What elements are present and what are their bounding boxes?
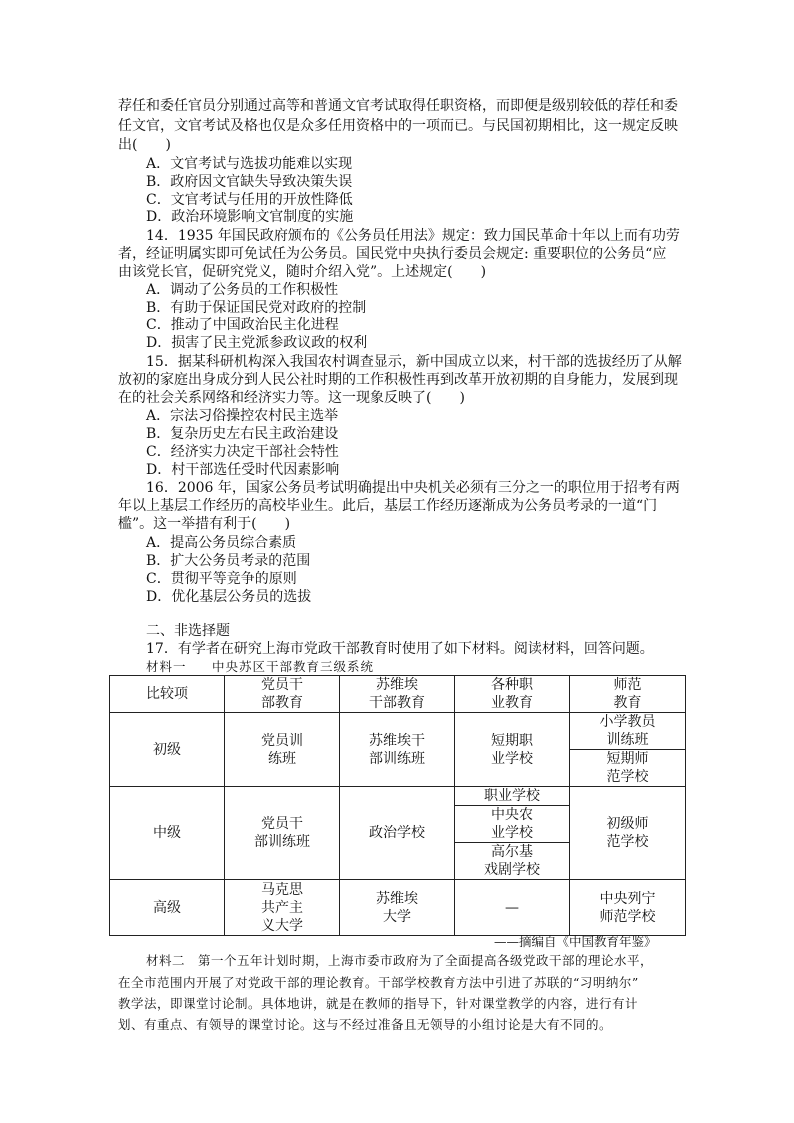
header-cell: 苏维埃 干部教育 [340, 676, 455, 713]
q13-option-c[interactable]: C．文官考试与任用的开放性降低 [146, 192, 353, 208]
header-cell: 各种职 业教育 [455, 676, 570, 713]
party-cell: 党员训 练班 [225, 713, 340, 787]
q15-option-d[interactable]: D．村干部选任受时代因素影响 [146, 462, 340, 478]
header-compare-item: 比较项 [146, 686, 188, 702]
material2-line-2: 在全市范围内开展了对党政干部的理论教育。干部学校教育方法中引进了苏联的“习明纳尔” [118, 975, 639, 990]
q15-option-a[interactable]: A．宗法习俗操控农村民主选举 [146, 408, 339, 424]
source-citation: ——摘编自《中国教育年鉴》 [494, 934, 657, 949]
vocational-cell: 职业学校 [455, 787, 570, 806]
q13-stem-line-2: 任文官，文官考试及格也仅是众多任用资格中的一项而已。与民国初期相比，这一规定反映 [118, 118, 678, 134]
q16-option-a[interactable]: A．提高公务员综合素质 [146, 535, 297, 551]
q13-option-a[interactable]: A．文官考试与选拔功能难以实现 [146, 156, 353, 172]
header-cell: 党员干 部教育 [225, 676, 340, 713]
q13-option-d[interactable]: D．政治环境影响文官制度的实施 [146, 209, 354, 225]
q16-option-c[interactable]: C．贯彻平等竞争的原则 [146, 571, 297, 587]
soviet-cell: 政治学校 [340, 787, 455, 880]
vocational-cell: — [455, 880, 570, 936]
q14-option-d[interactable]: D．损害了民主党派参政议政的权利 [146, 335, 368, 351]
q13-stem-line-3: 出( ) [118, 137, 171, 153]
normal-cell: 小学教员 训练班 [570, 713, 686, 750]
material2-line-3: 教学法，即课堂讨论制。具体地讲，就是在教师的指导下，针对课堂教学的内容，进行有计 [118, 996, 639, 1011]
vocational-cell: 短期职 业学校 [455, 713, 570, 787]
soviet-cell: 苏维埃 大学 [340, 880, 455, 936]
q17-stem: 17．有学者在研究上海市党政干部教育时使用了如下材料。阅读材料，回答问题。 [146, 641, 654, 657]
section-heading: 二、非选择题 [146, 623, 230, 639]
q13-stem-line-1: 荐任和委任官员分别通过高等和普通文官考试取得任职资格，而即便是级别较低的荐任和委 [118, 98, 678, 114]
q15-stem-line-2: 放初的家庭出身成分到人民公社时期的工作积极性再到改革开放初期的自身能力，发展到现 [118, 372, 678, 388]
level-cell: 高级 [110, 880, 225, 936]
q15-option-b[interactable]: B．复杂历史左右民主政治建设 [146, 426, 339, 442]
party-cell: 党员干 部训练班 [225, 787, 340, 880]
q14-stem-line-3: 由该党长官，促研究党义，随时介绍入党”。上述规定( ) [118, 264, 487, 280]
material2-line-1: 材料二 第一个五年计划时期，上海市委市政府为了全面提高各级党政干部的理论水平， [146, 953, 654, 968]
header-cell: 师范 教育 [570, 676, 686, 713]
q14-option-a[interactable]: A．调动了公务员的工作积极性 [146, 282, 339, 298]
q15-stem-line-3: 在的社会关系网络和经济实力等。这一现象反映了( ) [118, 390, 465, 406]
q16-stem-line-2: 年以上基层工作经历的高校毕业生。此后，基层工作经历逐渐成为公务员考录的一道“门 [118, 498, 658, 514]
q16-stem-line-1: 16．2006 年，国家公务员考试明确提出中央机关必须有三分之一的职位用于招考有两 [146, 480, 680, 496]
level-cell: 中级 [110, 787, 225, 880]
q15-stem-line-1: 15．据某科研机构深入我国农村调查显示，新中国成立以来，村干部的选拔经历了从解 [146, 354, 682, 370]
header-cell [110, 676, 225, 713]
vocational-cell: 中央农 业学校 [455, 806, 570, 843]
normal-cell: 中央列宁 师范学校 [570, 880, 686, 936]
q14-option-b[interactable]: B．有助于保证国民党对政府的控制 [146, 300, 367, 316]
vocational-cell: 高尔基 戏剧学校 [455, 843, 570, 880]
q16-option-b[interactable]: B．扩大公务员考录的范围 [146, 553, 311, 569]
q14-option-c[interactable]: C．推动了中国政治民主化进程 [146, 317, 339, 333]
party-cell: 马克思 共产主 义大学 [225, 880, 340, 936]
q14-stem-line-2: 者，经证明属实即可免试任为公务员。国民党中央执行委员会规定: 重要职位的公务员“应 [118, 246, 667, 262]
normal-cell: 初级师 范学校 [570, 787, 686, 880]
q15-option-c[interactable]: C．经济实力决定干部社会特性 [146, 444, 339, 460]
q14-stem-line-1: 14．1935 年国民政府颁布的《公务员任用法》规定：致力国民革命十年以上而有功劳 [146, 228, 680, 244]
table-row [110, 713, 686, 750]
table-row [110, 787, 686, 806]
level-cell: 初级 [110, 713, 225, 787]
q16-stem-line-3: 槛”。这一举措有利于( ) [118, 516, 291, 532]
table-row [110, 880, 686, 936]
material2-line-4: 划、有重点、有领导的课堂讨论。这与不经过准备且无领导的小组讨论是大有不同的。 [118, 1017, 613, 1032]
normal-cell: 短期师 范学校 [570, 750, 686, 787]
table-header-row [110, 676, 686, 713]
cadre-education-table [109, 675, 686, 936]
q16-option-d[interactable]: D．优化基层公务员的选拔 [146, 589, 312, 605]
soviet-cell: 苏维埃干 部训练班 [340, 713, 455, 787]
q13-option-b[interactable]: B．政府因文官缺失导致决策失误 [146, 174, 353, 190]
material1-label: 材料一 [146, 659, 187, 674]
material1-title: 中央苏区干部教育三级系统 [212, 659, 375, 674]
